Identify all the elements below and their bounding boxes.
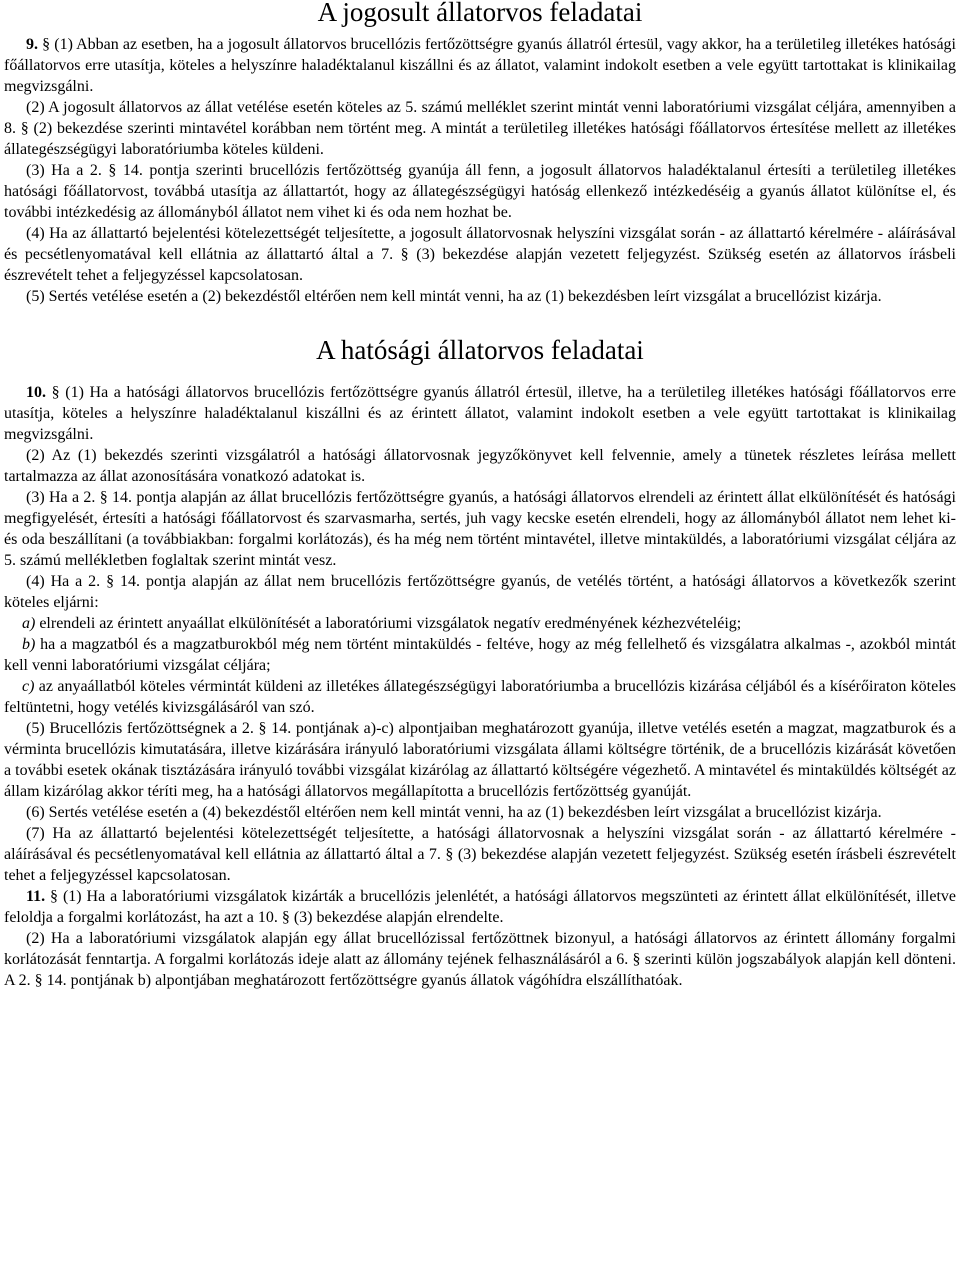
paragraph-10-2: (2) Az (1) bekezdés szerinti vizsgálatról a hatósági állatorvosnak jegyzőkönyvet kell felvennie, amely a tünetek részletes leírása mellett tartalmazza az állat azonosítására vonatkozó adatokat is. — [4, 447, 956, 485]
paragraph-10-3: (3) Ha a 2. § 14. pontja alapján az állat brucellózis fertőzöttségre gyanús, a hatósági állatorvos elrendeli az érintett állat elkülönítését és hatósági megfigyelését, értesíti a hatósági főállatorvost és szarvasmarha, sertés, juh vagy kecske esetén elrendeli, hogy az állományból állatot nem lehet ki- és oda beszállítani (a továbbiakban: forgalmi korlátozás), és ha még nem történt mintavétel, illetve mintaküldés, a laboratóriumi vizsgálat céljára az 5. számú mellékletben foglaltak szerint mintát vesz. — [4, 489, 956, 569]
section-number: 9. — [26, 36, 38, 53]
paragraph-9-3: (3) Ha a 2. § 14. pontja szerinti brucellózis fertőzöttség gyanúja áll fenn, a jogosult állatorvos haladéktalanul értesíti a területileg illetékes hatósági főállatorvost, továbbá utasítja az állattartót, hogy az állategészségügyi hatóság ellenkező intézkedéséig a gyanús állatot különítse el, és további intézkedésig az állományból állatot nem vihet ki és oda nem hozhat be. — [4, 162, 956, 221]
paragraph-10-1: 10. § (1) Ha a hatósági állatorvos brucellózis fertőzöttségre gyanús állatról értesül, illetve, ha a területileg illetékes hatósági főállatorvos erre utasítja, köteles a helyszínre haladéktalanul kiszállni és az érintett állatot, valamint indokolt esetben a vele együtt tartottakat is klinikailag megvizsgálni. — [4, 384, 956, 443]
list-item-a: a) elrendeli az érintett anyaállat elkülönítését a laboratóriumi vizsgálatok negatív eredményének kézhezvételéig; — [22, 615, 742, 632]
paragraph-10-7: (7) Ha az állattartó bejelentési kötelezettségét teljesítette, a hatósági állatorvosnak a helyszíni vizsgálat során - az állattartó kérelmére - aláírásával és pecsétlenyomatával kell ellátnia az állattartó által a 7. § (3) bekezdése alapján vezetett feljegyzést. Szükség esetén írásbeli észrevételt tehet a feljegyzéssel kapcsolatosan. — [4, 825, 956, 884]
paragraph-10-4: (4) Ha a 2. § 14. pontja alapján az állat nem brucellózis fertőzöttségre gyanús, de vetélés történt, a hatósági állatorvos a következők szerint köteles eljárni: — [4, 573, 956, 611]
list-item-b: b) ha a magzatból és a magzatburokból még nem történt mintaküldés - feltéve, hogy az még fellelhető és vizsgálatra alkalmas -, azokból mintát kell venni laboratóriumi vizsgálat céljára; — [4, 636, 956, 674]
paragraph-10-6: (6) Sertés vetélése esetén a (4) bekezdéstől eltérően nem kell mintát venni, ha az (1) bekezdésben leírt vizsgálat a brucellózist kizárja. — [26, 804, 882, 821]
section-number: 11. — [26, 888, 46, 905]
paragraph-9-1: 9. § (1) Abban az esetben, ha a jogosult állatorvos brucellózis fertőzöttségre gyanús állatról értesül, vagy akkor, ha a területileg illetékes hatósági főállatorvos erre utasítja, köteles a helyszínre haladéktalanul kiszállni és az állatot, valamint indokolt esetben a vele együtt tartottakat is klinikailag megvizsgálni. — [4, 36, 956, 95]
paragraph-11-2: (2) Ha a laboratóriumi vizsgálatok alapján egy állat brucellózissal fertőzöttnek bizonyul, a hatósági állatorvos az érintett állomány forgalmi korlátozását fenntartja. A forgalmi korlátozás ideje alatt az állomány tejének felhasználásáról a 6. § szerinti külön jogszabályok alapján kell dönteni. A 2. § 14. pontjának b) alpontjában meghatározott fertőzöttségre gyanús állatok vágóhídra elszállíthatóak. — [4, 930, 956, 989]
paragraph-9-4: (4) Ha az állattartó bejelentési kötelezettségét teljesítette, a jogosult állatorvosnak helyszíni vizsgálat során - az állattartó kérelmére - aláírásával és pecsétlenyomatával kell ellátnia az állattartó által a 7. § (3) bekezdése alapján vezetett feljegyzést. Szükség esetén az állatorvos írásbeli észrevételt tehet a feljegyzéssel kapcsolatosan. — [4, 225, 956, 284]
paragraph-9-2: (2) A jogosult állatorvos az állat vetélése esetén köteles az 5. számú melléklet szerint mintát venni laboratóriumi vizsgálat céljára, amennyiben a 8. § (2) bekezdése szerinti mintavétel korábban nem történt meg. A mintát a területileg illetékes hatósági főállatorvos értesítése mellett az illetékes állategészségügyi laboratóriumba köteles küldeni. — [4, 99, 956, 158]
list-item-c: c) az anyaállatból köteles vérmintát küldeni az illetékes állategészségügyi laboratóriumba a brucellózis kizárása céljából és a kísérőiraton köteles feltüntetni, hogy vetélés kivizsgálásáról van szó. — [4, 678, 956, 716]
section-title-hatosagi: A hatósági állatorvos feladatai — [316, 335, 644, 365]
section-number: 10. — [26, 384, 46, 401]
paragraph-10-5: (5) Brucellózis fertőzöttségnek a 2. § 14. pontjának a)-c) alpontjaiban meghatározott gyanúja, illetve vetélés esetén a magzat, magzatburok és a vérminta brucellózis kimutatására, illetve kizárására irányuló laboratóriumi vizsgálata állami költségre történik, de a brucellózis kizárását követően a további esetek okának tisztázására irányuló további vizsgálat kizárólag az állattartó költségére végezhető. A mintavétel és mintaküldés költségét az állam kizárólag akkor téríti meg, ha a hatósági állatorvos megállapította a brucellózis fertőzöttség gyanúját. — [4, 720, 956, 800]
paragraph-9-5: (5) Sertés vetélése esetén a (2) bekezdéstől eltérően nem kell mintát venni, ha az (1) bekezdésben leírt vizsgálat a brucellózist kizárja. — [26, 288, 882, 305]
section-title-jogosult: A jogosult állatorvos feladatai — [317, 0, 643, 27]
paragraph-11-1: 11. § (1) Ha a laboratóriumi vizsgálatok kizárták a brucellózis jelenlétét, a hatósági állatorvos megszünteti az érintett állat elkülönítését, illetve feloldja a forgalmi korlátozást, ha azt a 10. § (3) bekezdése alapján elrendelte. — [4, 888, 956, 926]
document-page — [4, 0, 956, 991]
